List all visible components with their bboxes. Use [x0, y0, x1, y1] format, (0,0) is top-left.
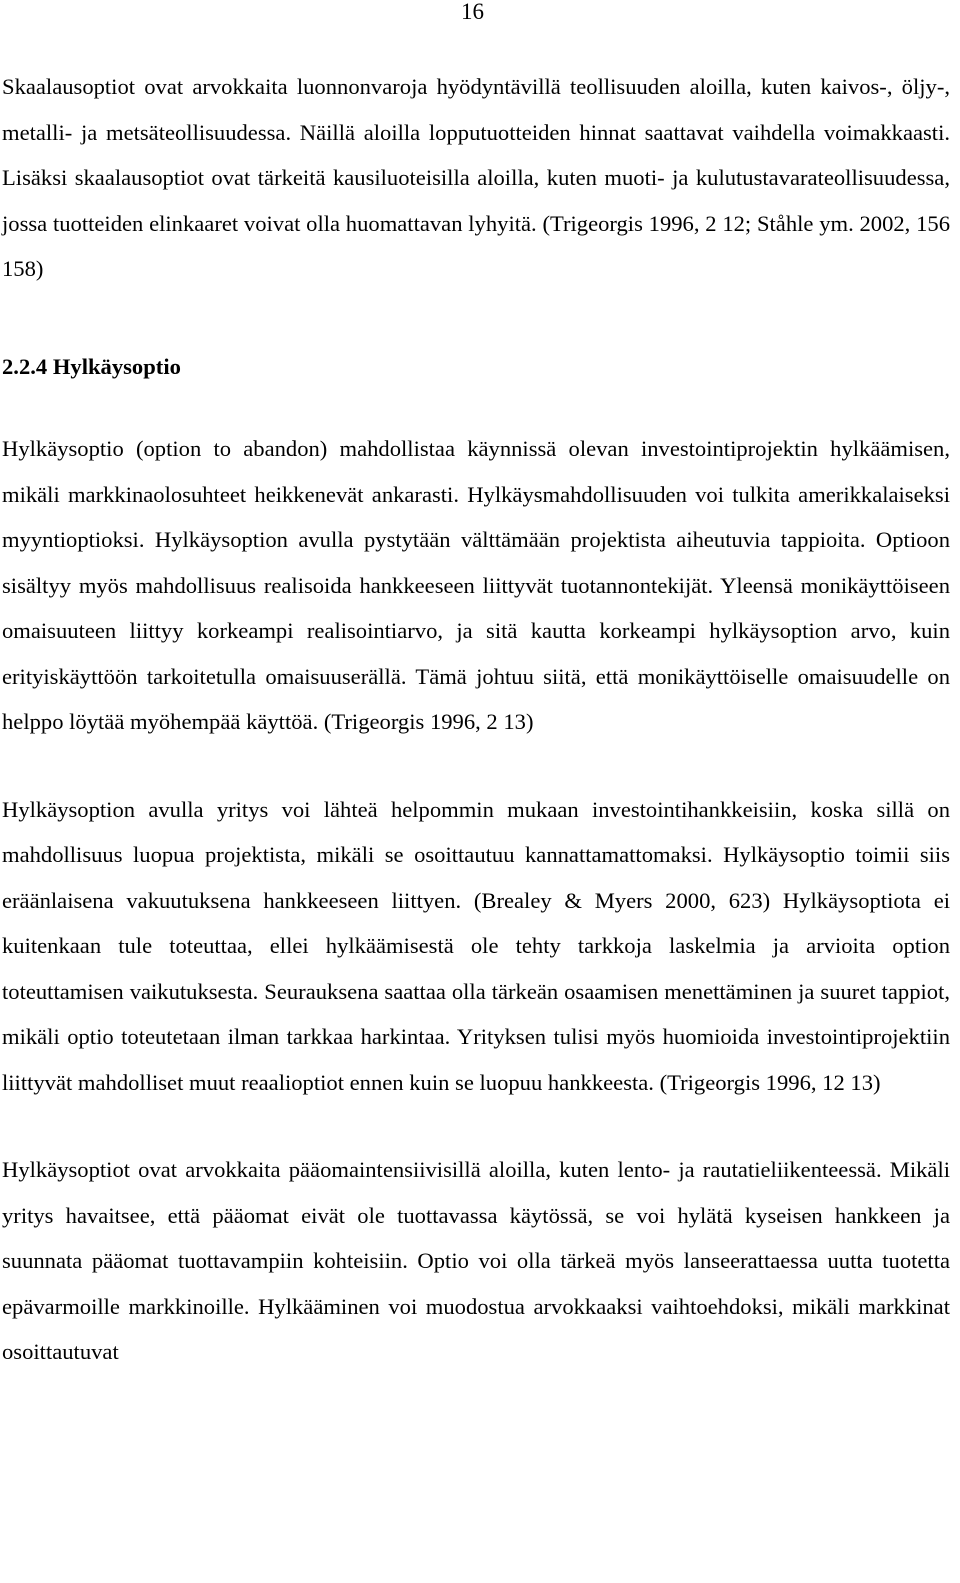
page-number: 16: [461, 0, 484, 24]
paragraph-scaling-options: Skaalausoptiot ovat arvokkaita luonnonvaroja hyödyntävillä teollisuuden aloilla, kuten kaivos-, öljy-, metalli- ja metsäteollisuudessa. Näillä aloilla lopputuotteiden hinnat saattavat vaihdella voimakkaasti. Lisäksi skaalausoptiot ovat tärkeitä kausiluoteisilla aloilla, kuten muoti- ja kulutustavarateollisuudessa, jossa tuotteiden elinkaaret voivat olla huomattavan lyhyitä. (Trigeorgis 1996, 2 12; Ståhle ym. 2002, 156 158): [2, 74, 950, 281]
paragraph-abandon-option-industries: Hylkäysoptiot ovat arvokkaita pääomaintensiivisillä aloilla, kuten lento- ja rautatieliikenteessä. Mikäli yritys havaitsee, että pääomat eivät ole tuottavassa käytössä, se voi hylätä kyseisen hankkeen ja suunnata pääomat tuottavampiin kohteisiin. Optio voi olla tärkeä myös lanseerattaessa uutta tuotetta epävarmoille markkinoille. Hylkääminen voi muodostua arvokkaaksi vaihtoehdoksi, mikäli markkinat osoittautuvat: [2, 1157, 950, 1364]
document-body: [2, 64, 950, 1375]
section-heading: 2.2.4 Hylkäysoptio: [2, 353, 181, 379]
paragraph-abandon-option-usage: Hylkäysoption avulla yritys voi lähteä helpommin mukaan investointihankkeisiin, koska sillä on mahdollisuus luopua projektista, mikäli se osoittautuu kannattamattomaksi. Hylkäysoptio toimii siis eräänlaisena vakuutuksena hankkeeseen liittyen. (Brealey & Myers 2000, 623) Hylkäysoptiota ei kuitenkaan tule toteuttaa, ellei hylkäämisestä ole tehty tarkkoja laskelmia ja arvioita option toteuttamisen vaikutuksesta. Seurauksena saattaa olla tärkeän osaamisen menettäminen ja suuret tappiot, mikäli optio toteutetaan ilman tarkkaa harkintaa. Yrityksen tulisi myös huomioida investointiprojektiin liittyvät mahdolliset muut reaalioptiot ennen kuin se luopuu hankkeesta. (Trigeorgis 1996, 12 13): [2, 796, 950, 1095]
paragraph-abandon-option: Hylkäysoptio (option to abandon) mahdollistaa käynnissä olevan investointiprojektin hylkäämisen, mikäli markkinaolosuhteet heikkenevät ankarasti. Hylkäysmahdollisuuden voi tulkita amerikkalaiseksi myyntioptioksi. Hylkäysoption avulla pystytään välttämään projektista aiheutuvia tappioita. Optioon sisältyy myös mahdollisuus realisoida hankkeeseen liittyvät tuotannontekijät. Yleensä monikäyttöiseen omaisuuteen liittyy korkeampi realisointiarvo, ja sitä kautta korkeampi hylkäysoption arvo, kuin erityiskäyttöön tarkoitetulla omaisuuserällä. Tämä johtuu siitä, että monikäyttöiselle omaisuudelle on helppo löytää myöhempää käyttöä. (Trigeorgis 1996, 2 13): [2, 436, 950, 734]
